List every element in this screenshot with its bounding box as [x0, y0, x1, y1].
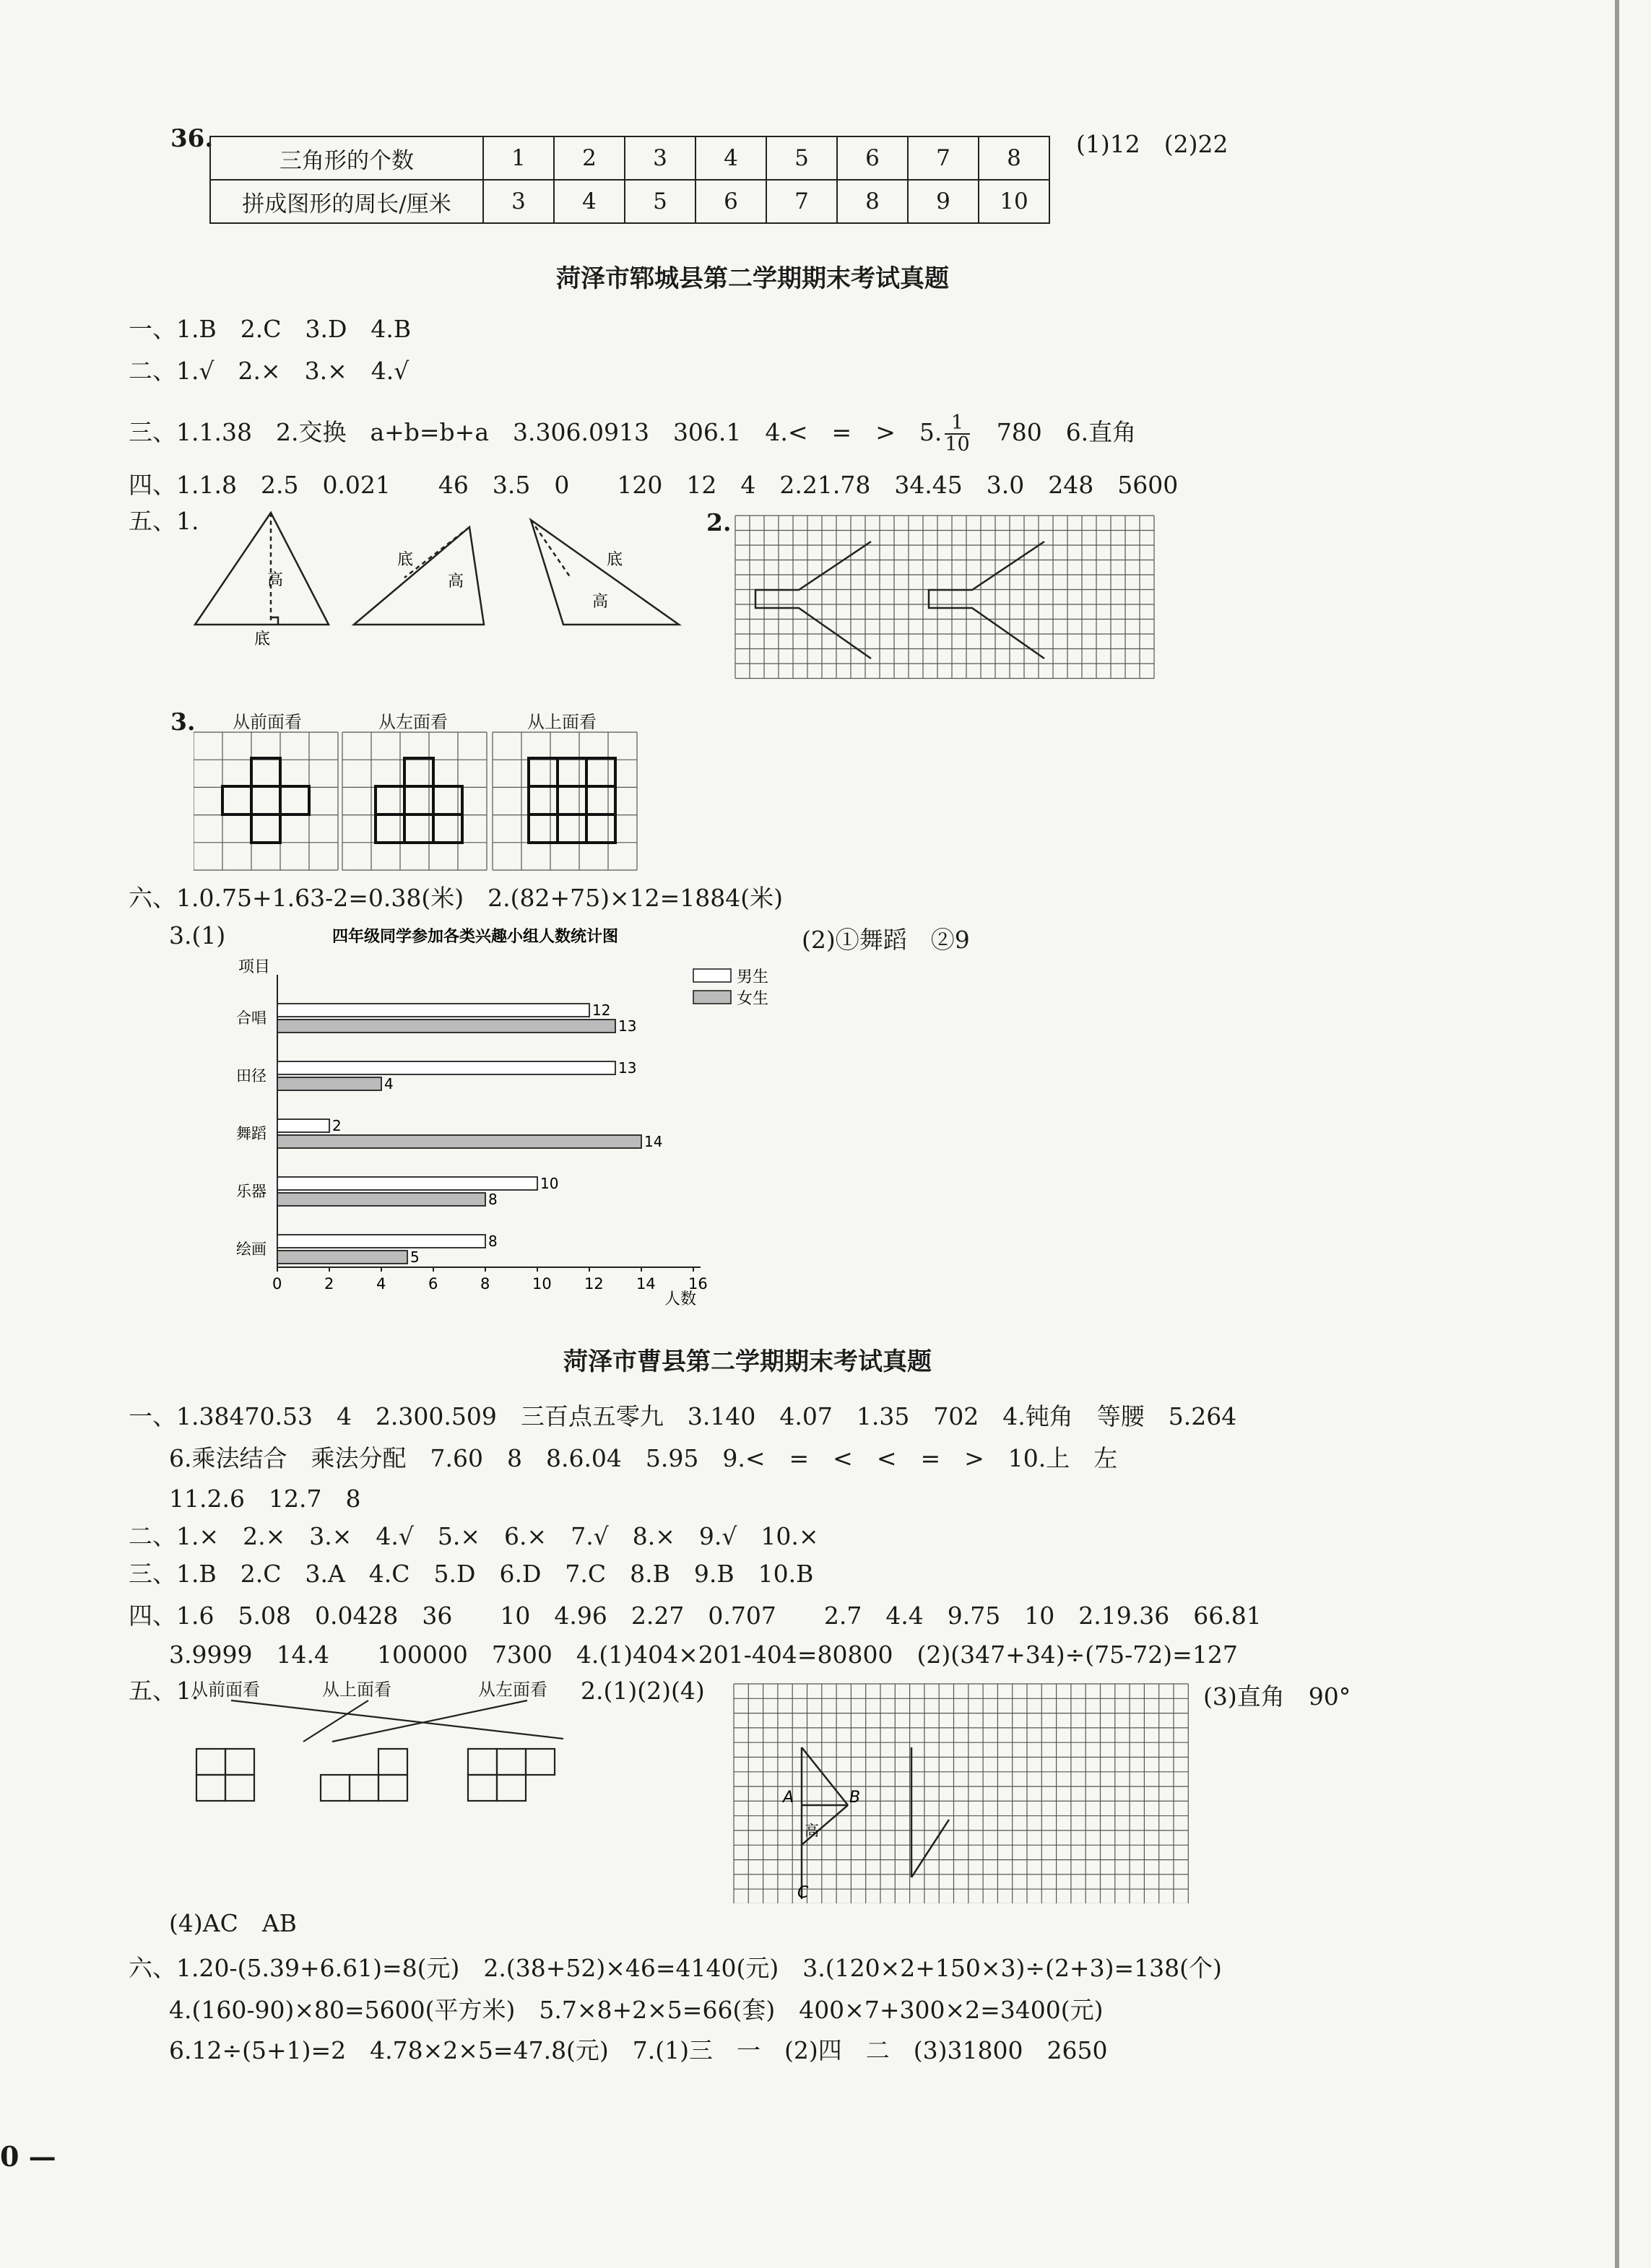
answer-line: 三、1.B 2.C 3.A 4.C 5.D 6.D 7.C 8.B 9.B 10.B: [129, 1560, 814, 1588]
bar-boys: [277, 1061, 615, 1074]
category-label: 合唱: [236, 1009, 266, 1027]
height-grid: [732, 1682, 1195, 1903]
x-tick-label: 6: [428, 1275, 438, 1292]
bar-value-label: 13: [618, 1059, 637, 1077]
label-height: 高: [805, 1822, 819, 1839]
label-base: 底: [607, 551, 623, 569]
fraction-numerator: 1: [945, 413, 969, 435]
x-tick-label: 0: [272, 1275, 282, 1292]
answer-line: 六、1.0.75+1.63-2=0.38(米) 2.(82+75)×12=1884(米): [129, 884, 784, 912]
bar-value-label: 14: [644, 1133, 663, 1150]
answer-text: 三、1.1.38 2.交换 a+b=b+a 3.306.0913 306.1 4.< = > 5.: [129, 418, 942, 446]
q36-table: [209, 136, 1050, 224]
table-header-cell: 三角形的个数: [210, 136, 483, 180]
answer-line: 五、1.: [129, 1677, 199, 1705]
table-cell: 9: [908, 180, 979, 223]
bar-girls: [277, 1077, 381, 1090]
table-cell: 3: [625, 136, 696, 180]
view-label-top: 从上面看: [527, 712, 597, 732]
label-height: 高: [267, 571, 284, 589]
label-base: 底: [254, 630, 271, 648]
bar-value-label: 12: [592, 1002, 611, 1019]
category-label: 田径: [236, 1067, 266, 1085]
answer-line: 6.12÷(5+1)=2 4.78×2×5=47.8(元) 7.(1)三 一 (2)四 二 (3)31800 2650: [169, 2036, 1108, 2064]
x-tick-label: 16: [688, 1275, 708, 1292]
category-label: 舞蹈: [236, 1125, 266, 1142]
x-tick-label: 8: [480, 1275, 490, 1292]
view-label-left: 从左面看: [478, 1680, 547, 1700]
bar-girls: [277, 1135, 641, 1148]
table-header-cell: 拼成图形的周长/厘米: [210, 180, 483, 223]
table-cell: 10: [979, 180, 1049, 223]
answer-line: 一、1.38470.53 4 2.300.509 三百点五零九 3.140 4.07 1.35 702 4.钝角 等腰 5.264: [129, 1402, 1237, 1430]
chart-title: 四年级同学参加各类兴趣小组人数统计图: [332, 928, 619, 946]
table-cell: 2: [554, 136, 625, 180]
x-tick-label: 2: [324, 1275, 334, 1292]
x-tick-label: 14: [636, 1275, 656, 1292]
x-tick-label: 4: [376, 1275, 386, 1292]
table-cell: 7: [908, 136, 979, 180]
answer-line: 六、1.20-(5.39+6.61)=8(元) 2.(38+52)×46=4140(元) 3.(120×2+150×3)÷(2+3)=138(个): [129, 1954, 1222, 1982]
chart-xlabel: 人数: [664, 1290, 697, 1308]
answer-line: (2)①舞蹈 ②9: [802, 926, 970, 954]
table-cell: 8: [837, 180, 908, 223]
bar-boys: [277, 1177, 537, 1190]
fraction-denominator: 10: [945, 433, 970, 456]
table-cell: 1: [483, 136, 554, 180]
view-label-front: 从前面看: [233, 712, 302, 732]
q36-answer: (1)12 (2)22: [1076, 130, 1228, 158]
label-height: 高: [448, 573, 464, 591]
bar-value-label: 10: [540, 1175, 559, 1192]
bar-value-label: 5: [410, 1248, 420, 1266]
question-label: 2.: [706, 508, 732, 536]
x-tick-label: 10: [532, 1275, 552, 1292]
label-base: 底: [397, 551, 414, 569]
chart-legend: [693, 968, 768, 1008]
section-title-yuncheng: 菏泽市郓城县第二学期期末考试真题: [556, 264, 949, 293]
answer-line: (4)AC AB: [169, 1909, 297, 1937]
bar-value-label: 8: [488, 1191, 498, 1208]
answer-line: 五、1.: [129, 507, 199, 535]
table-row: [210, 180, 1049, 223]
answer-line: 6.乘法结合 乘法分配 7.60 8 8.6.04 5.95 9.< = < < = > 10.上 左: [169, 1444, 1118, 1472]
bar-chart: [217, 924, 809, 1314]
answer-line: [129, 413, 1136, 455]
legend-swatch-boys: [693, 969, 731, 982]
bar-girls: [277, 1251, 407, 1264]
answer-line: 4.(160-90)×80=5600(平方米) 5.7×8+2×5=66(套) 400×7+300×2=3400(元): [169, 1996, 1104, 2024]
table-cell: 7: [766, 180, 837, 223]
question-36-label: 36.: [170, 124, 214, 153]
bar-value-label: 8: [488, 1233, 498, 1250]
legend-swatch-girls: [693, 991, 731, 1004]
triangle-height-figures: [188, 505, 693, 657]
answer-line: 3.9999 14.4 100000 7300 4.(1)404×201-404=80800 (2)(347+34)÷(75-72)=127: [169, 1641, 1238, 1669]
answer-line: 二、1.√ 2.× 3.× 4.√: [129, 357, 410, 385]
view-label-top: 从上面看: [322, 1680, 391, 1700]
answer-line: (3)直角 90°: [1203, 1682, 1351, 1711]
category-label: 绘画: [236, 1241, 266, 1258]
bar-value-label: 13: [618, 1017, 637, 1035]
answer-line: 二、1.× 2.× 3.× 4.√ 5.× 6.× 7.√ 8.× 9.√ 10.×: [129, 1522, 819, 1550]
answer-text: 780 6.直角: [972, 418, 1137, 446]
table-row: [210, 136, 1049, 180]
table-cell: 5: [625, 180, 696, 223]
point-a: A: [783, 1789, 794, 1807]
table-cell: 8: [979, 136, 1049, 180]
translation-grid: [734, 514, 1161, 693]
table-cell: 6: [696, 180, 766, 223]
table-cell: 5: [766, 136, 837, 180]
bar-value-label: 4: [384, 1075, 394, 1092]
answer-line: 11.2.6 12.7 8: [169, 1485, 361, 1513]
bar-boys: [277, 1235, 485, 1248]
page-number: 0 —: [0, 2140, 56, 2173]
section-title-caoxian: 菏泽市曹县第二学期期末考试真题: [563, 1347, 932, 1376]
view-label-front: 从前面看: [191, 1680, 260, 1700]
answer-line: 一、1.B 2.C 3.D 4.B: [129, 315, 412, 343]
views-grids: [194, 731, 641, 872]
bar-boys: [277, 1119, 329, 1132]
point-c: C: [797, 1884, 809, 1902]
point-b: B: [849, 1789, 861, 1807]
table-cell: 4: [696, 136, 766, 180]
view-label-left: 从左面看: [378, 712, 448, 732]
label-height: 高: [592, 593, 609, 611]
bar-girls: [277, 1020, 615, 1033]
table-cell: 6: [837, 136, 908, 180]
bar-girls: [277, 1193, 485, 1206]
bar-boys: [277, 1004, 589, 1017]
answer-line: 3.(1): [169, 921, 226, 950]
question-label: 3.: [170, 708, 196, 736]
category-label: 乐器: [236, 1183, 266, 1200]
binding-edge: [1615, 0, 1619, 2268]
chart-ylabel: 项目: [238, 958, 271, 976]
fraction: [945, 413, 969, 455]
answer-line: 四、1.6 5.08 0.0428 36 10 4.96 2.27 0.707 2.7 4.4 9.75 10 2.19.36 66.81: [129, 1602, 1262, 1630]
x-tick-label: 12: [584, 1275, 604, 1292]
answer-line: 四、1.1.8 2.5 0.021 46 3.5 0 120 12 4 2.21.78 34.45 3.0 248 5600: [129, 471, 1179, 499]
legend-label-girls: 女生: [737, 990, 769, 1008]
question-label: 2.(1)(2)(4): [581, 1677, 705, 1705]
table-cell: 4: [554, 180, 625, 223]
bar-value-label: 2: [332, 1117, 342, 1134]
view-matching: [188, 1697, 563, 1805]
legend-label-boys: 男生: [737, 968, 769, 986]
table-cell: 3: [483, 180, 554, 223]
